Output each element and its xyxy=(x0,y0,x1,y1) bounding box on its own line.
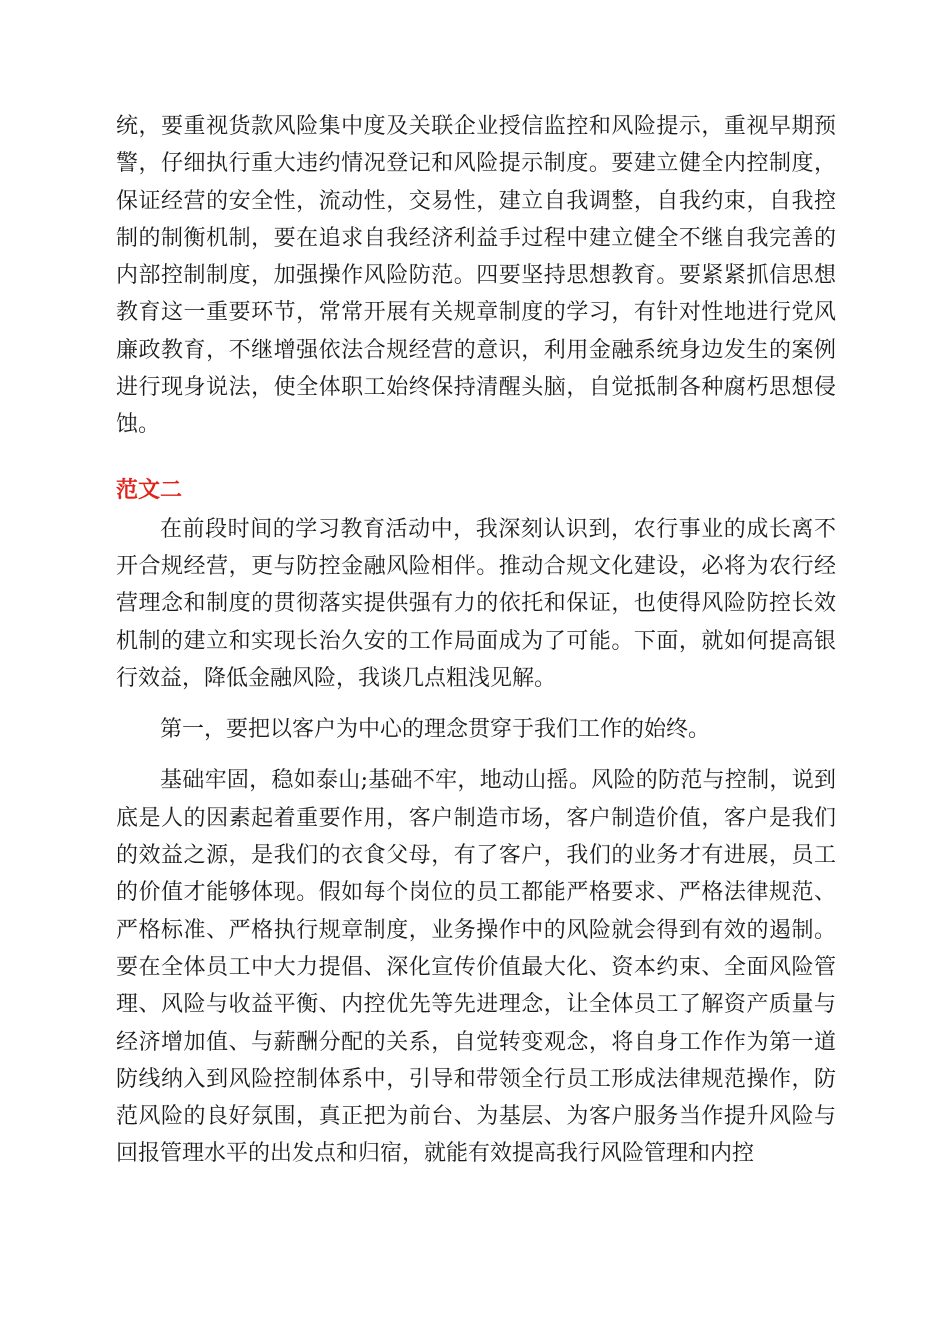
paragraph-point-one-heading: 第一，要把以客户为中心的理念贯穿于我们工作的始终。 xyxy=(160,717,711,743)
paragraph-intro-compliance: 在前段时间的学习教育活动中，我深刻认识到，农行事业的成长离不开合规经营，更与防控金融风险相伴。推动合规文化建设，必将为农行经营理念和制度的贯彻落实提供强有力的依托和保证，也使得风险防控长效机制的建立和实现长治久安的工作局面成为了可能。下面，就如何提高银行效益，降低金融风险，我谈几点粗浅见解。 xyxy=(116,516,836,691)
paragraph-continued-internal-control: 统，要重视货款风险集中度及关联企业授信监控和风险提示，重视早期预警，仔细执行重大违约情况登记和风险提示制度。要建立健全内控制度，保证经营的安全性，流动性，交易性，建立自我调整，自我约束，自我控制的制衡机制，要在追求自我经济利益手过程中建立健全不继自我完善的内部控制制度，加强操作风险防范。四要坚持思想教育。要紧紧抓信思想教育这一重要环节，常常开展有关规章制度的学习，有针对性地进行党风廉政教育，不继增强依法合规经营的意识，利用金融系统身边发生的案例进行现身说法，使全体职工始终保持清醒头脑，自觉抵制各种腐朽思想侵蚀。 xyxy=(116,114,836,438)
document-body xyxy=(116,108,836,1173)
section-heading-model-essay-two: 范文二 xyxy=(116,477,183,503)
paragraph-point-one-body: 基础牢固，稳如泰山;基础不牢，地动山摇。风险的防范与控制，说到底是人的因素起着重要作用，客户制造市场，客户制造价值，客户是我们的效益之源，是我们的衣食父母，有了客户，我们的业务才有进展，员工的价值才能够体现。假如每个岗位的员工都能严格要求、严格法律规范、严格标准、严格执行规章制度，业务操作中的风险就会得到有效的遏制。要在全体员工中大力提倡、深化宣传价值最大化、资本约束、全面风险管理、风险与收益平衡、内控优先等先进理念，让全体员工了解资产质量与经济增加值、与薪酬分配的关系，自觉转变观念，将自身工作作为第一道防线纳入到风险控制体系中，引导和带领全行员工形成法律规范操作，防范风险的良好氛围，真正把为前台、为基层、为客户服务当作提升风险与回报管理水平的出发点和归宿，就能有效提高我行风险管理和内控 xyxy=(116,768,836,1167)
